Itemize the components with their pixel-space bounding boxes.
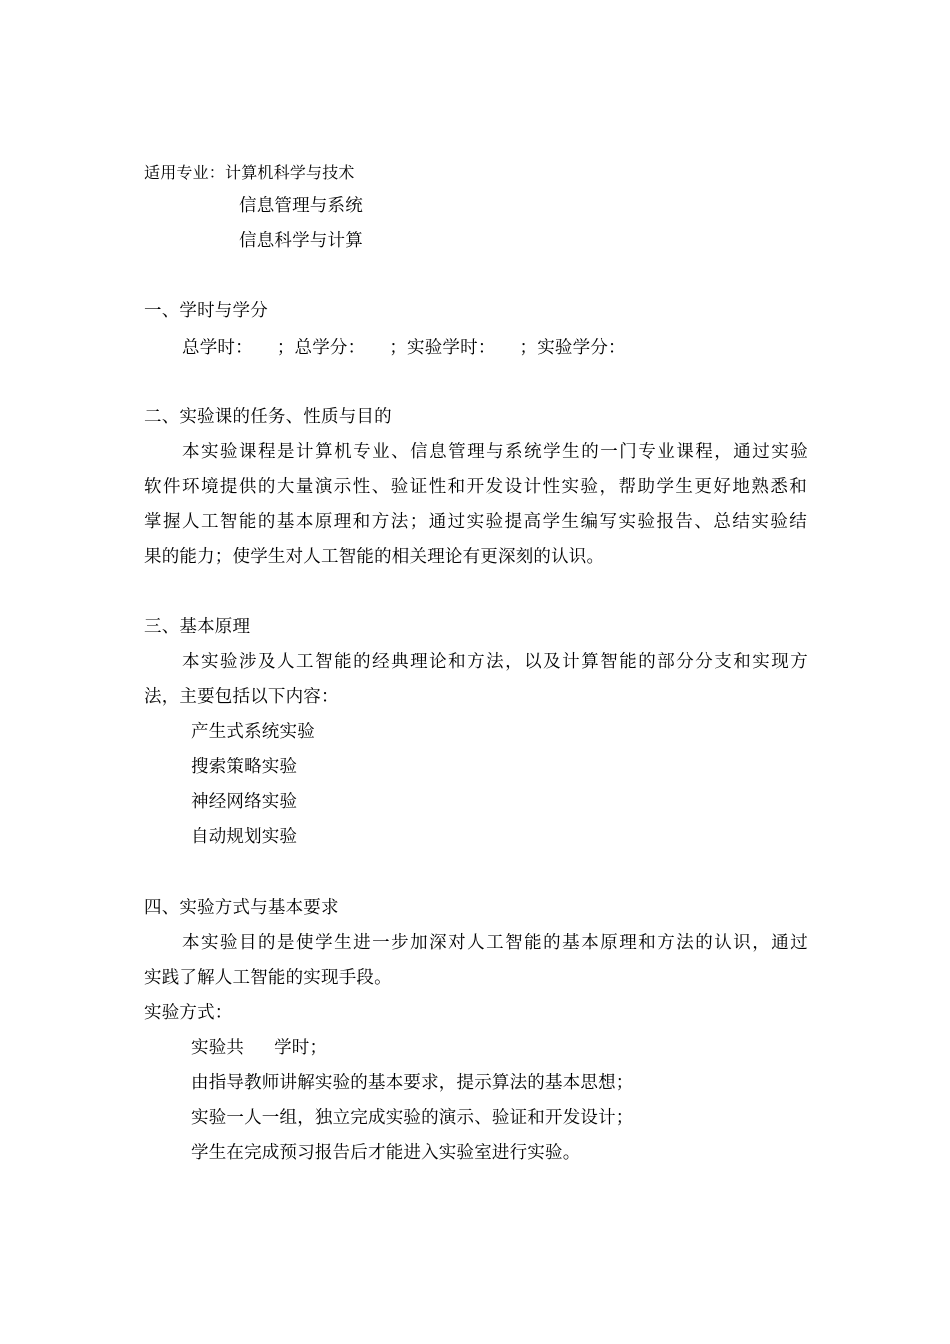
majors-label: 适用专业： <box>144 163 226 182</box>
lab-total-prefix: 实验共 <box>191 1038 245 1058</box>
section-heading: 一、学时与学分 <box>144 301 268 321</box>
major-item: 信息管理与系统 <box>239 196 363 216</box>
section-heading: 二、实验课的任务、性质与目的 <box>144 407 392 427</box>
section-heading: 三、基本原理 <box>144 617 251 637</box>
mode-label: 实验方式： <box>144 1003 233 1023</box>
hours-credits-line <box>182 337 626 359</box>
paragraph-line: 本实验课程是计算机专业、信息管理与系统学生的一门专业课程，通过实验 <box>182 442 808 462</box>
list-item: 实验一人一组，独立完成实验的演示、验证和开发设计； <box>191 1108 634 1128</box>
paragraph-line: 果的能力；使学生对人工智能的相关理论有更深刻的认识。 <box>144 547 605 567</box>
list-item: 由指导教师讲解实验的基本要求，提示算法的基本思想； <box>191 1073 634 1093</box>
list-item: 搜索策略实验 <box>191 757 298 777</box>
paragraph-line: 本实验目的是使学生进一步加深对人工智能的基本原理和方法的认识，通过 <box>182 933 808 953</box>
total-hours-label: 总学时： <box>182 338 253 358</box>
lab-credits-label: 实验学分： <box>537 338 626 358</box>
major-item: 信息科学与计算 <box>239 231 363 251</box>
list-item: 自动规划实验 <box>191 827 298 847</box>
separator: ； <box>389 338 408 358</box>
paragraph-line: 软件环境提供的大量演示性、验证性和开发设计性实验，帮助学生更好地熟悉和 <box>144 477 807 497</box>
paragraph-line: 掌握人工智能的基本原理和方法；通过实验提高学生编写实验报告、总结实验结 <box>144 512 807 532</box>
paragraph-line: 实践了解人工智能的实现手段。 <box>144 968 392 988</box>
lab-total-suffix: 学时； <box>274 1038 328 1058</box>
paragraph-line: 本实验涉及人工智能的经典理论和方法，以及计算智能的部分分支和实现方 <box>182 652 808 672</box>
major-item: 计算机科学与技术 <box>225 163 355 182</box>
total-credits-label: 总学分： <box>294 338 366 358</box>
section-heading: 四、实验方式与基本要求 <box>144 898 339 918</box>
separator: ； <box>276 338 295 358</box>
list-item: 产生式系统实验 <box>191 722 315 742</box>
lab-hours-label: 实验学时： <box>407 338 496 358</box>
separator: ； <box>519 338 538 358</box>
paragraph-line: 法，主要包括以下内容： <box>144 687 339 707</box>
list-item: 神经网络实验 <box>191 792 298 812</box>
list-item: 学生在完成预习报告后才能进入实验室进行实验。 <box>191 1143 581 1163</box>
list-item <box>191 1037 327 1059</box>
majors-line <box>144 162 355 184</box>
